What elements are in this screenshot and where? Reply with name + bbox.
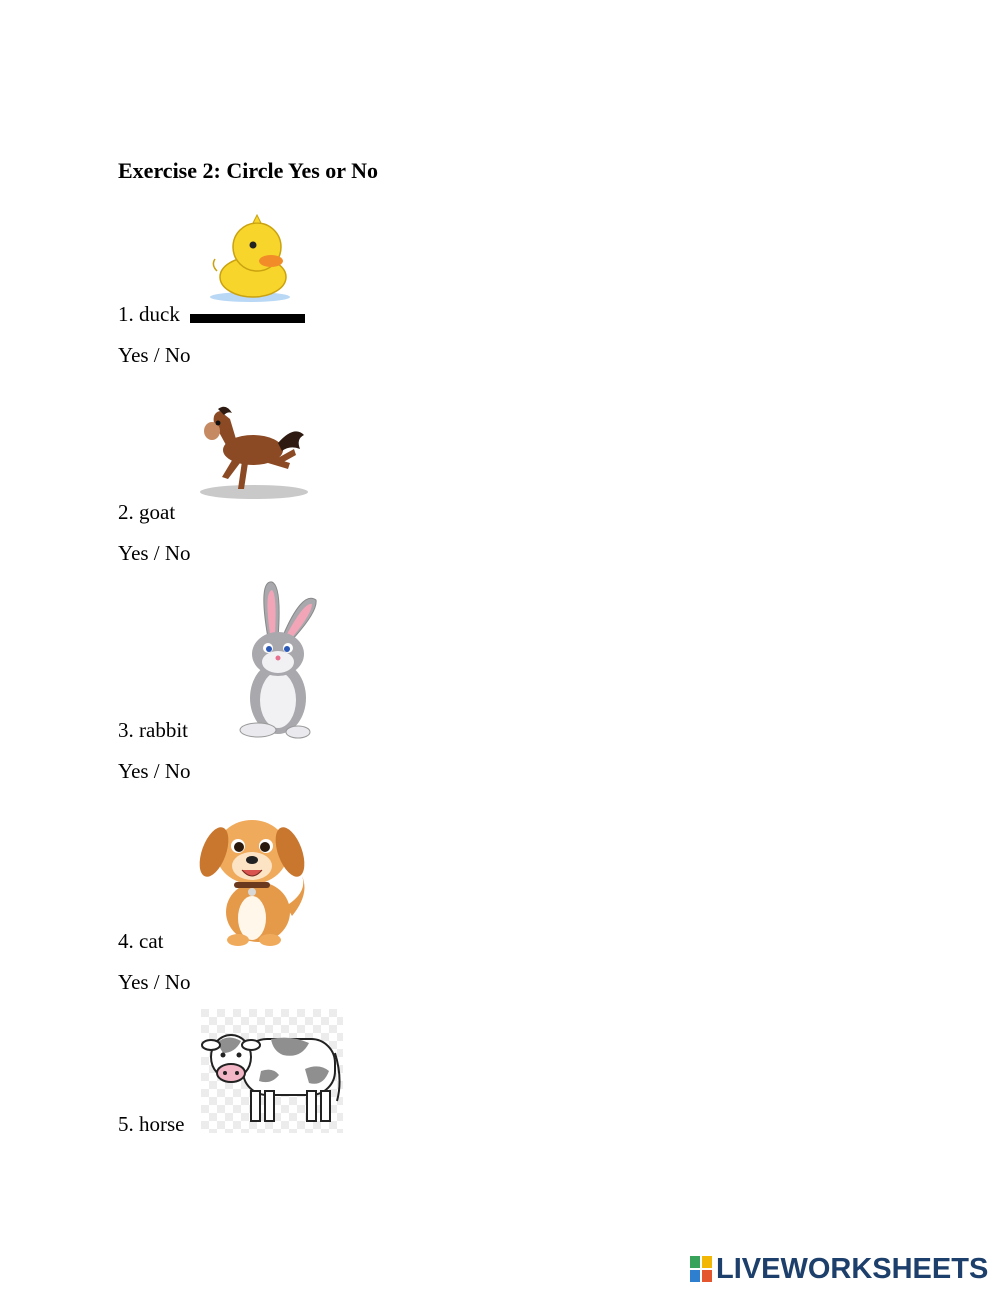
item-label-rabbit: 3. rabbit [118,718,188,742]
answer-choice-1[interactable]: Yes / No [118,343,191,367]
horse-icon [198,405,310,501]
item-label-duck: 1. duck [118,302,180,326]
answer-choice-2[interactable]: Yes / No [118,541,191,565]
liveworksheets-logo-icon [690,1256,712,1282]
brand-name: LIVEWORKSHEETS [716,1252,989,1285]
dog-icon [192,800,314,948]
stock-watermark-bar [190,314,305,323]
answer-choice-3[interactable]: Yes / No [118,759,191,783]
answer-choice-4[interactable]: Yes / No [118,970,191,994]
cow-icon [201,1009,343,1133]
exercise-title: Exercise 2: Circle Yes or No [118,158,379,183]
item-label-horse: 5. horse [118,1112,185,1136]
rabbit-icon [232,580,320,742]
item-label-goat: 2. goat [118,500,176,524]
item-label-cat: 4. cat [118,929,164,953]
liveworksheets-logo [690,1252,988,1286]
duck-icon [205,213,295,305]
